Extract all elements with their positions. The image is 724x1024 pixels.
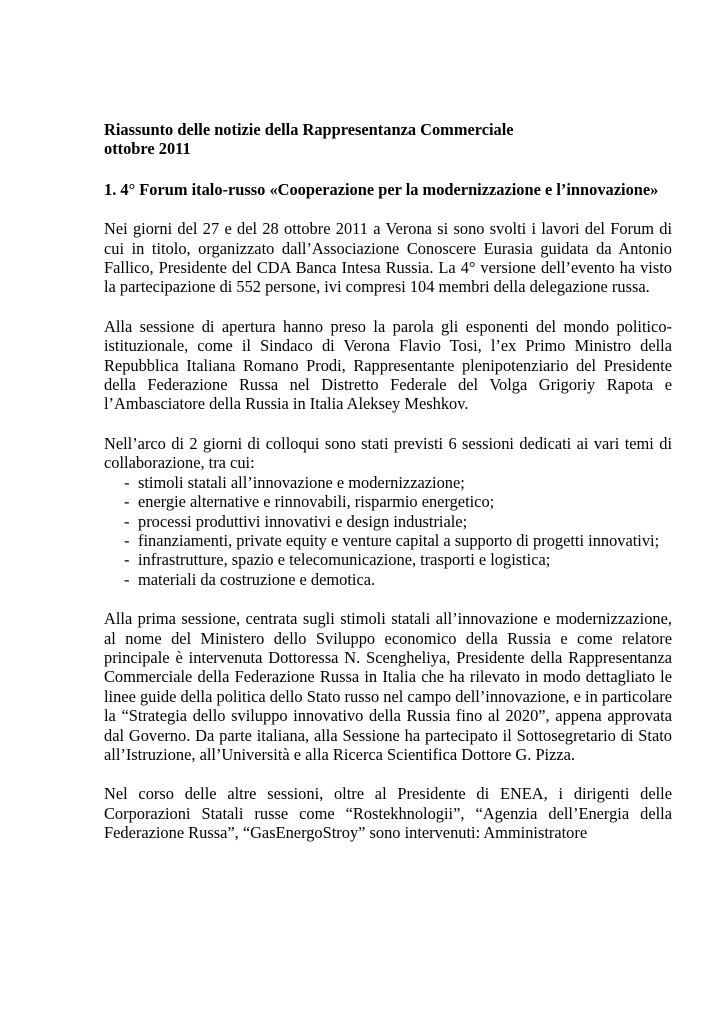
paragraph-first-session: Alla prima sessione, centrata sugli stimoli statali all’innovazione e modernizzazione, al nome del Ministero dello Sviluppo economico della Russia e come relatore principale è intervenuta Dottoressa N. Scengheliya, Presidente della Rappresentanza Commerciale della Federazione Russa in Italia che ha rilevato in modo dettagliato le linee guide della politica dello Stato russo nel campo dell’innovazione, e in particolare la “Strategia dello sviluppo innovativo della Russia fino al 2020”, appena approvata dal Governo. Da parte italiana, alla Sessione ha partecipato il Sottosegretario di Stato all’Istruzione, all’Università e alla Ricerca Scientifica Dottore G. Pizza.: [104, 609, 672, 764]
title-line-2: ottobre 2011: [104, 139, 191, 159]
section-1-heading: 1. 4° Forum italo-russo «Cooperazione per la modernizzazione e l’innovazione»: [104, 179, 659, 199]
paragraph-opening-session: Alla sessione di apertura hanno preso la parola gli esponenti del mondo politico-istituzionale, come il Sindaco di Verona Flavio Tosi, l’ex Primo Ministro della Repubblica Italiana Romano Prodi, Rappresentante plenipotenziario del Presidente della Federazione Russa nel Distretto Federale del Volga Grigoriy Rapota e l’Ambasciatore della Russia in Italia Aleksey Meshkov.: [104, 316, 672, 414]
list-item: - finanziamenti, private equity e venture capital a supporto di progetti innovativi;: [104, 531, 672, 550]
paragraph-other-sessions: Nel corso delle altre sessioni, oltre al Presidente di ENEA, i dirigenti delle Corporazioni Statali russe come “Rostekhnologii”, “Agenzia dell’Energia della Federazione Russa”, “GasEnergoStroy” sono intervenuti: Amministratore: [104, 784, 672, 843]
document-title: [104, 120, 672, 159]
list-item: - stimoli statali all’innovazione e modernizzazione;: [104, 473, 672, 492]
title-line-1: Riassunto delle notizie della Rappresentanza Commerciale: [104, 120, 514, 139]
document-page: [104, 120, 672, 843]
paragraph-sessions-intro: Nell’arco di 2 giorni di colloqui sono stati previsti 6 sessioni dedicati ai vari temi di collaborazione, tra cui:: [104, 433, 672, 473]
list-item: - infrastrutture, spazio e telecomunicazione, trasporti e logistica;: [104, 550, 672, 569]
paragraph-forum-dates: Nei giorni del 27 e del 28 ottobre 2011 a Verona si sono svolti i lavori del Forum di cui in titolo, organizzato dall’Associazione Conoscere Eurasia guidata da Antonio Fallico, Presidente del CDA Banca Intesa Russia. La 4° versione dell’evento ha visto la partecipazione di 552 persone, ivi compresi 104 membri della delegazione russa.: [104, 219, 672, 297]
list-item: - processi produttivi innovativi e design industriale;: [104, 512, 672, 531]
list-item: - materiali da costruzione e demotica.: [104, 570, 672, 589]
list-item: - energie alternative e rinnovabili, risparmio energetico;: [104, 492, 672, 511]
topics-list: [104, 473, 672, 589]
